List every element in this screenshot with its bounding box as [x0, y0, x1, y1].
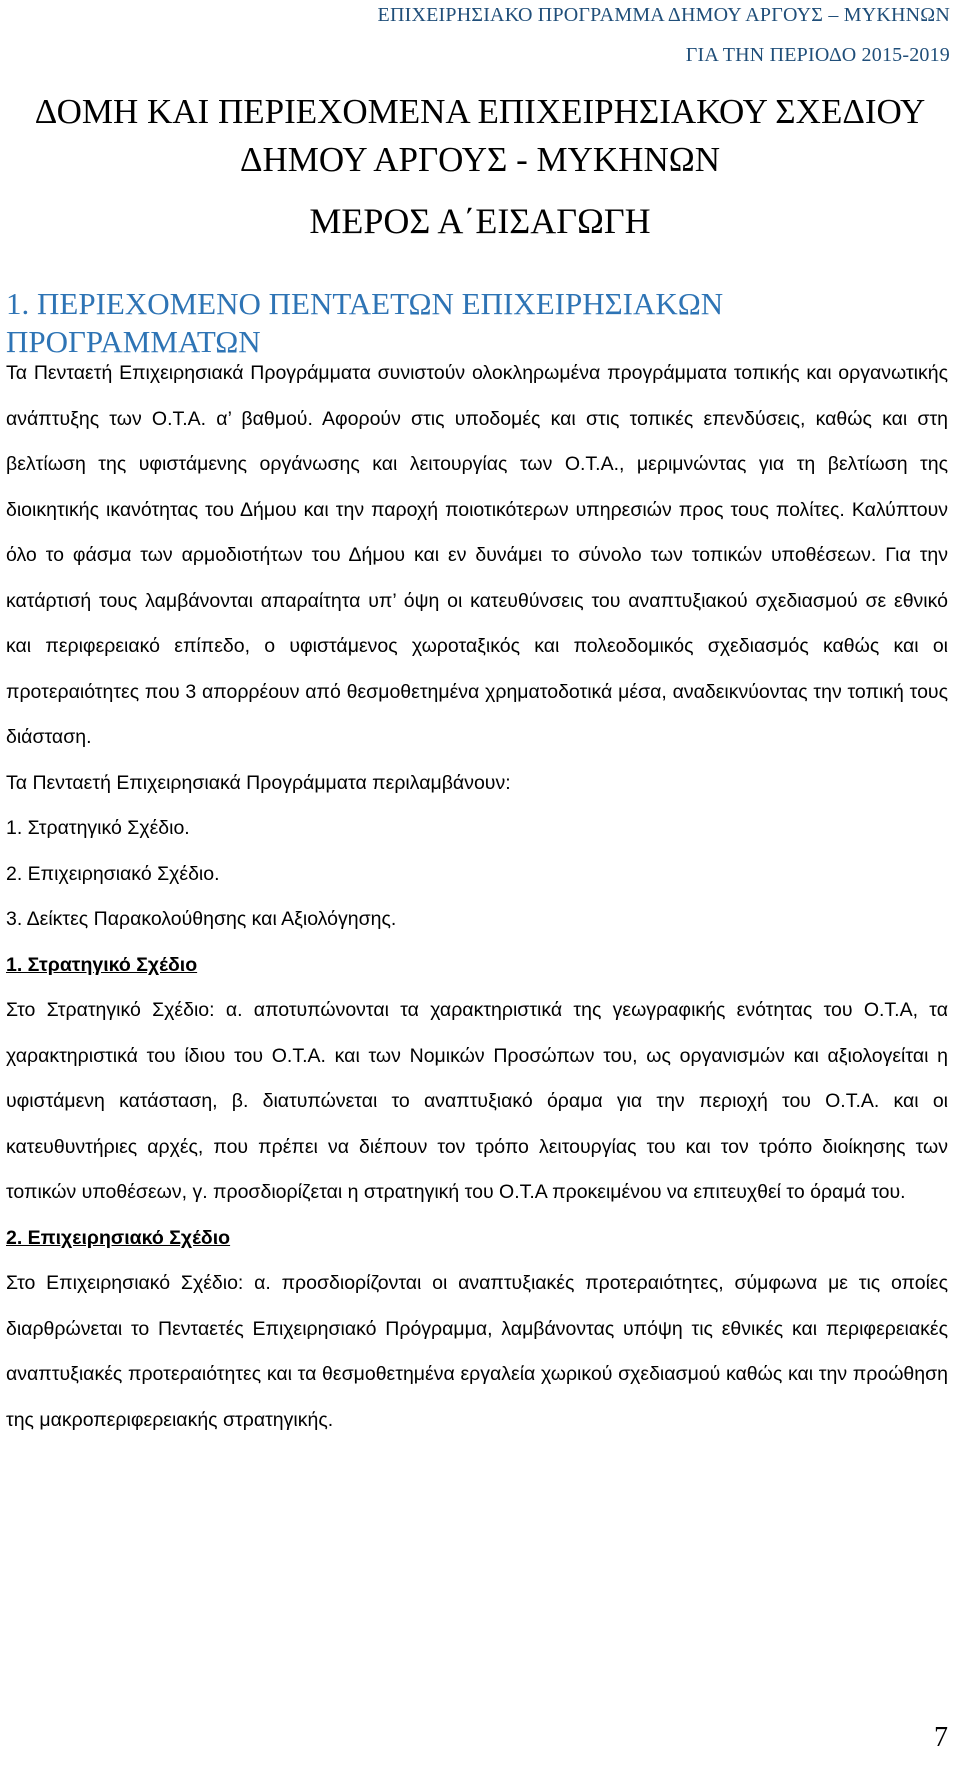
intro-paragraph: Τα Πενταετή Επιχειρησιακά Προγράμματα συνιστούν ολοκληρωμένα προγράμματα τοπικής και οργανωτικής ανάπτυξης των Ο.Τ.Α. α’ βαθμού. Αφορούν στις υποδομές και στις τοπικές επενδύσεις, καθώς και στη βελτίωση της υφιστάμενης οργάνωσης και λειτουργίας των Ο.Τ.Α., μεριμνώντας για τη βελτίωση της διοικητικής ικανότητας του Δήμου και την παροχή ποιοτικότερων υπηρεσιών προς τους πολίτες. Καλύπτουν όλο το φάσμα των αρμοδιοτήτων του Δήμου και εν δυνάμει το σύνολο των τοπικών υποθέσεων. Για την κατάρτισή τους λαμβάνονται απαραίτητα υπ’ όψη οι κατευθύνσεις του αναπτυξιακού σχεδιασμού σε εθνικό και περιφερειακό επίπεδο, ο υφιστάμενος χωροταξικός και πολεοδομικός σχεδιασμός καθώς και οι προτεραιότητες που 3 απορρέουν από θεσμοθετημένα χρηματοδοτικά μέσα, αναδεικνύοντας την τοπική τους διάσταση.: [6, 362, 948, 748]
page-number: 7: [934, 1722, 948, 1753]
list-intro: Τα Πενταετή Επιχειρησιακά Προγράμματα περιλαμβάνουν:: [6, 771, 511, 794]
operational-plan-paragraph: Στο Επιχειρησιακό Σχέδιο: α. προσδιορίζονται οι αναπτυξιακές προτεραιότητες, σύμφωνα με τις οποίες διαρθρώνεται το Πενταετές Επιχειρησιακό Πρόγραμμα, λαμβάνοντας υπόψη τις εθνικές και περιφερειακές αναπτυξιακές προτεραιότητες και τα θεσμοθετημένα εργαλεία χωρικού σχεδιασμού καθώς και την προώθηση της μακροπεριφερειακής στρατηγικής.: [6, 1272, 948, 1431]
list-item-1: 1. Στρατηγικό Σχέδιο.: [6, 817, 190, 839]
section-title: 1. ΠΕΡΙΕΧΟΜΕΝΟ ΠΕΝΤΑΕΤΩΝ ΕΠΙΧΕΙΡΗΣΙΑΚΩΝ ΠΡΟΓΡΑΜΜΑΤΩΝ: [6, 286, 724, 359]
operational-plan-heading: 2. Επιχειρησιακό Σχέδιο: [6, 1226, 231, 1249]
running-header-period: ΓΙΑ ΤΗΝ ΠΕΡΙΟΔΟ 2015-2019: [685, 44, 950, 66]
list-item-2: 2. Επιχειρησιακό Σχέδιο.: [6, 862, 220, 885]
strategic-plan-heading: 1. Στρατηγικό Σχέδιο: [6, 953, 198, 976]
strategic-plan-paragraph: Στο Στρατηγικό Σχέδιο: α. αποτυπώνονται τα χαρακτηριστικά της γεωγραφικής ενότητας του Ο.Τ.Α, τα χαρακτηριστικά του ίδιου του Ο.Τ.Α. και των Νομικών Προσώπων του, ως οργανισμών και αξιολογείται η υφιστάμενη κατάσταση, β. διατυπώνεται το αναπτυξιακό όραμα για την περιοχή του Ο.Τ.Α. και οι κατευθυντήριες αρχές, που πρέπει να διέπουν τον τρόπο λειτουργίας του και τον τρόπο διοίκησης των τοπικών υποθέσεων, γ. προσδιορίζεται η στρατηγική του Ο.Τ.Α προκειμένου να επιτευχθεί το όραμά του.: [6, 999, 948, 1203]
document-title-line2: ΔΗΜΟΥ ΑΡΓΟΥΣ - ΜΥΚΗΝΩΝ: [239, 140, 721, 179]
document-title: [0, 88, 960, 184]
part-title: ΜΕΡΟΣ Α΄ΕΙΣΑΓΩΓΗ: [309, 201, 651, 241]
running-header-title: ΕΠΙΧΕΙΡΗΣΙΑΚΟ ΠΡΟΓΡΑΜΜΑ ΔΗΜΟΥ ΑΡΓΟΥΣ – ΜΥΚΗΝΩΝ: [377, 4, 950, 26]
document-title-line1: ΔΟΜΗ ΚΑΙ ΠΕΡΙΕΧΟΜΕΝΑ ΕΠΙΧΕΙΡΗΣΙΑΚΟΥ ΣΧΕΔΙΟΥ: [34, 92, 926, 131]
list-item-3: 3. Δείκτες Παρακολούθησης και Αξιολόγησης.: [6, 908, 397, 930]
section-body: [6, 351, 948, 1443]
